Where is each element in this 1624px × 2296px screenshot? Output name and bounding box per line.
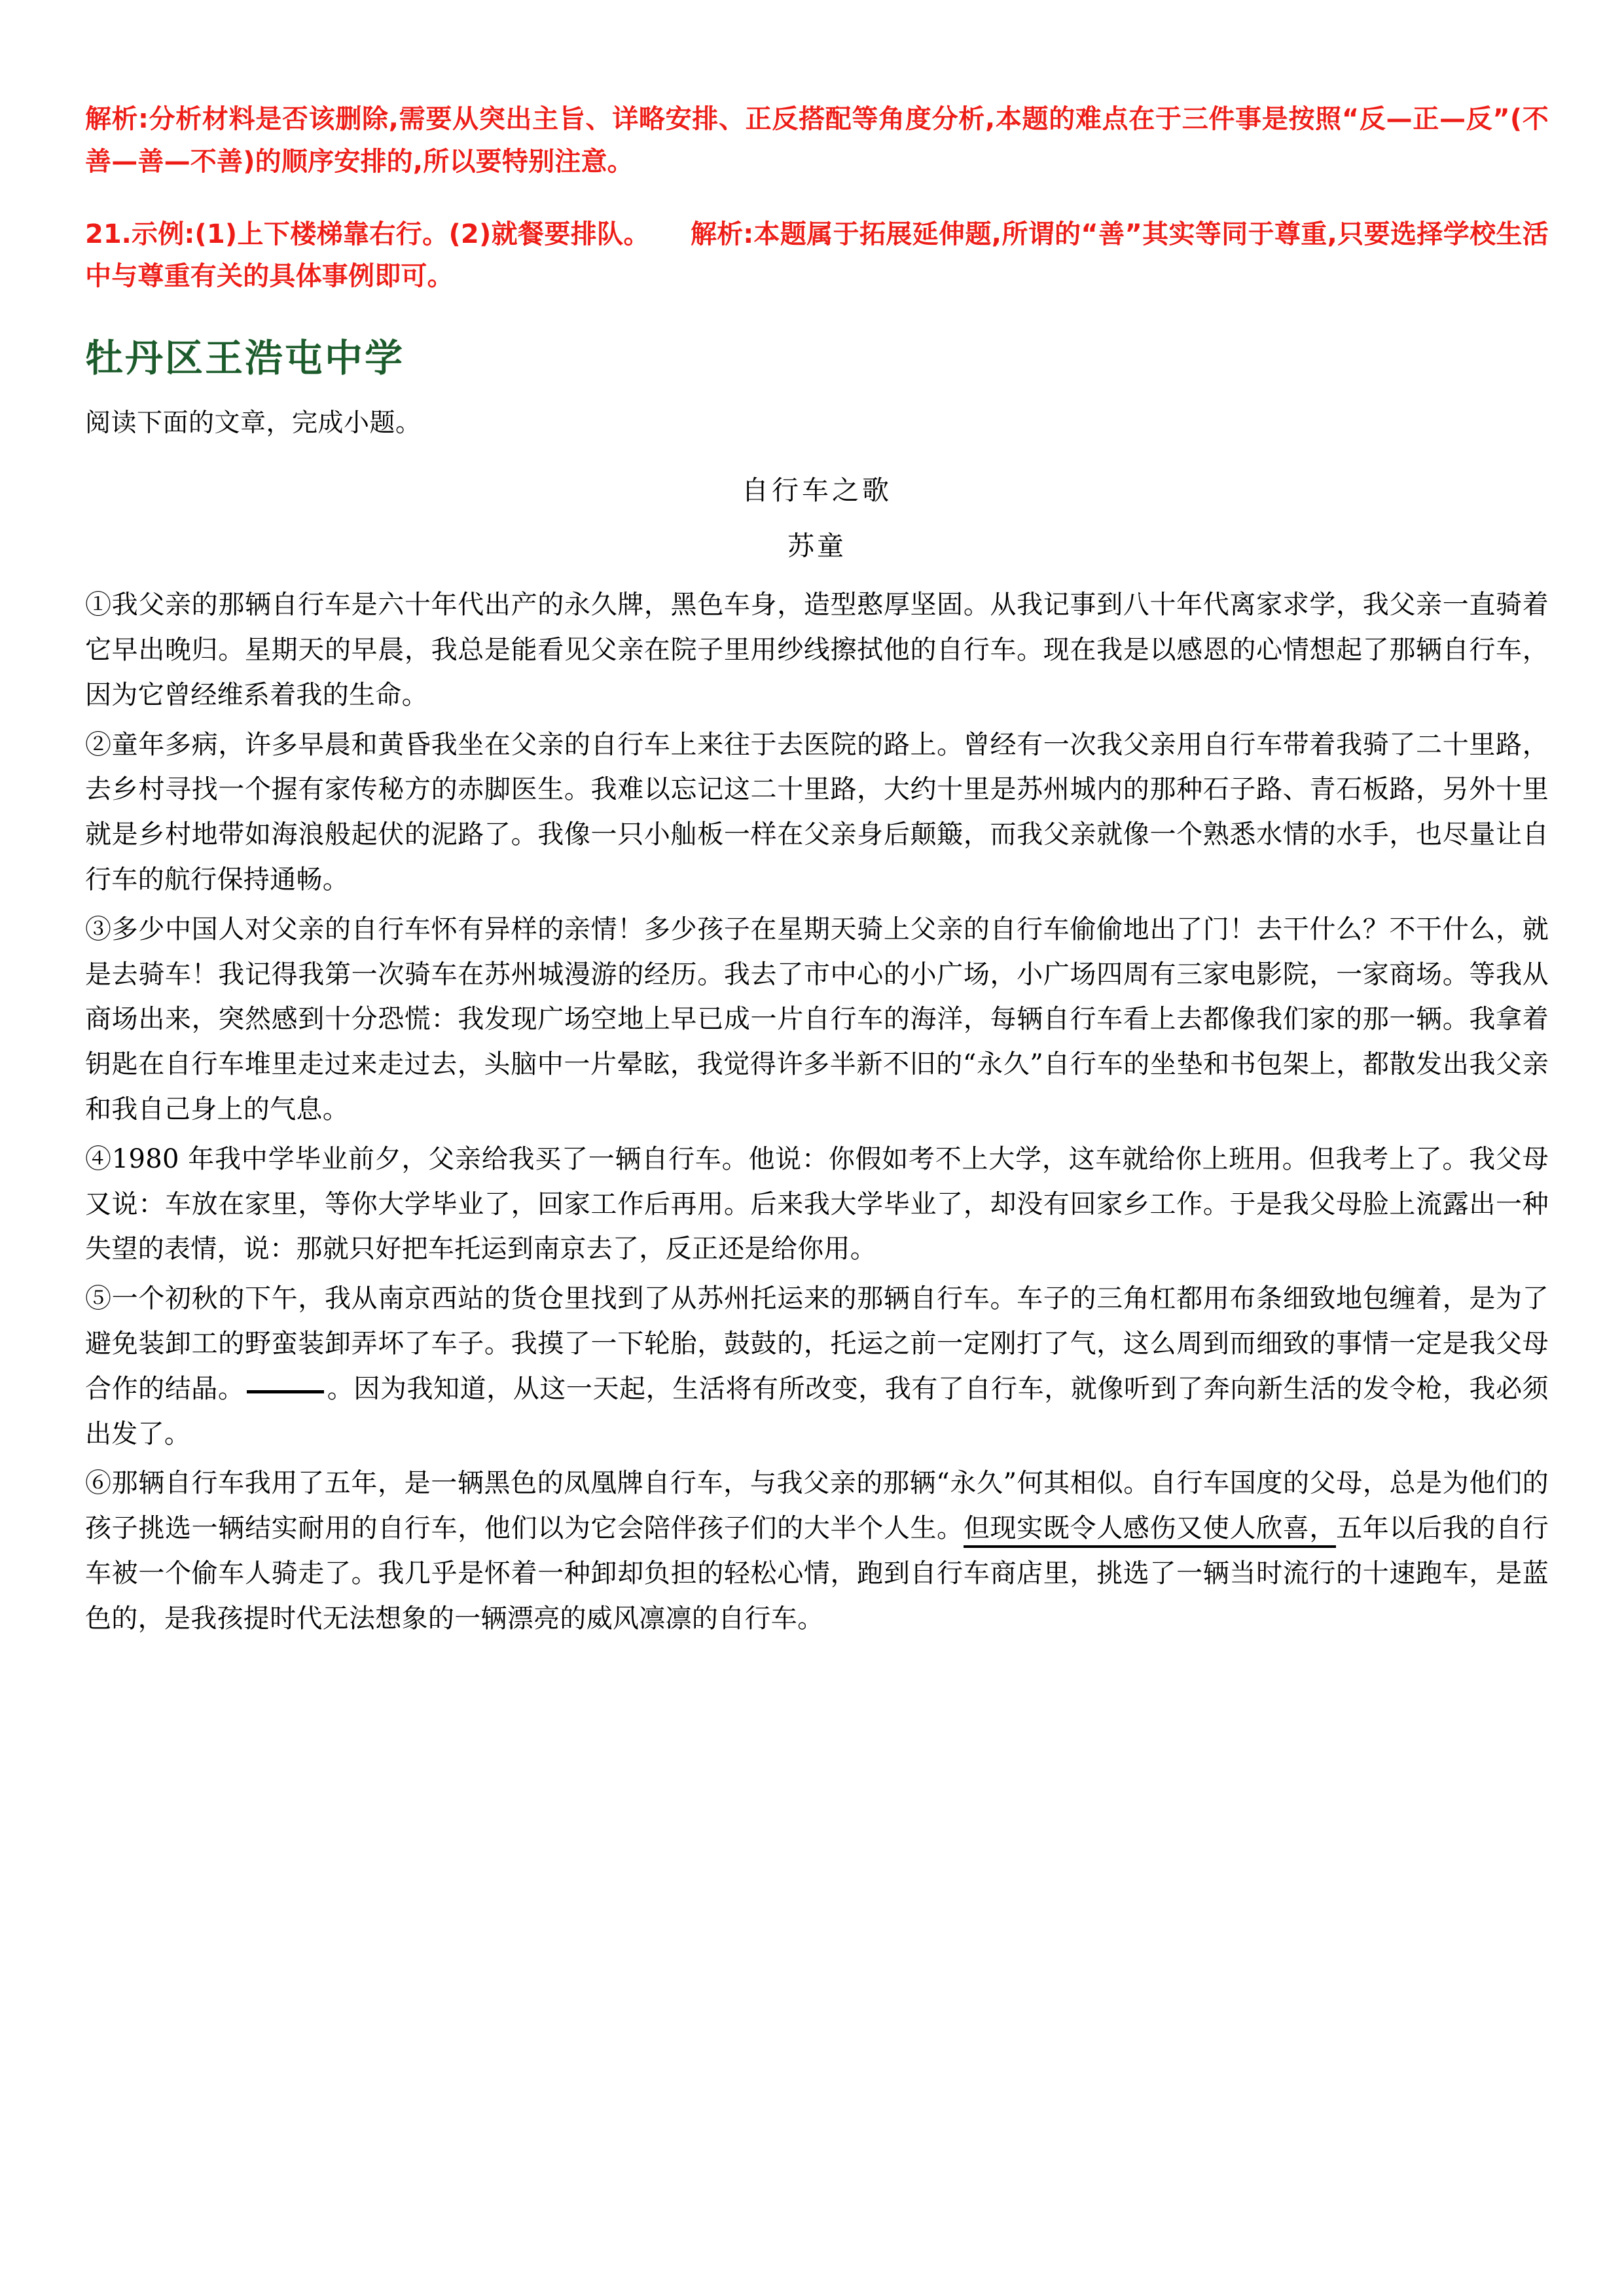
paragraph-5 [85,1276,1549,1456]
reading-instruction: 阅读下面的文章，完成小题。 [85,408,422,438]
paragraph-6 [85,1461,1549,1641]
paragraph-marker-6: ⑥ [85,1468,112,1499]
paragraph-text-5-before-blank: 一个初秋的下午，我从南京西站的货仓里找到了从苏州托运来的那辆自行车。车子的三角杠都用布条细致地包缠着，是为了避免装卸工的野蛮装卸弄坏了车子。我摸了一下轮胎，鼓鼓的，托运之前一定刚打了气，这么周到而细致的事情一定是我父母合作的结晶。 [85,1283,1549,1404]
paragraph-text-5-after-blank: 。因为我知道，从这一天起，生活将有所改变，我有了自行车，就像听到了奔向新生活的发令枪，我必须出发了。 [85,1373,1549,1449]
paragraph-text-6-after-underline: 五年以后我的自行车被一个偷车人骑走了。我几乎是怀着一种卸却负担的轻松心情，跑到自行车商店里，挑选了一辆当时流行的十速跑车，是蓝色的，是我孩提时代无法想象的一辆漂亮的威风凛凛的自行车。 [85,1513,1549,1634]
fill-in-blank-rule[interactable] [247,1390,324,1393]
analysis-text-20: 分析材料是否该删除,需要从突出主旨、详略安排、正反搭配等角度分析,本题的难点在于三件事是按照“反—正—反”(不善—善—不善)的顺序安排的,所以要特别注意。 [85,104,1549,177]
paragraph-text-1: 我父亲的那辆自行车是六十年代出产的永久牌，黑色车身，造型憨厚坚固。从我记事到八十年代离家求学，我父亲一直骑着它早出晚归。星期天的早晨，我总是能看见父亲在院子里用纱线擦拭他的自行车。现在我是以感恩的心情想起了那辆自行车，因为它曾经维系着我的生命。 [85,590,1549,710]
example-label-21: 示例: [131,219,195,249]
analysis-block-20 [85,98,1549,183]
article-author: 苏童 [787,530,846,562]
paragraph-2 [85,723,1549,903]
paragraph-marker-2: ② [85,729,112,760]
paragraph-text-2: 童年多病，许多早晨和黄昏我坐在父亲的自行车上来往于去医院的路上。曾经有一次我父亲用自行车带着我骑了二十里路，去乡村寻找一个握有家传秘方的赤脚医生。我难以忘记这二十里路，大约十里是苏州城内的那种石子路、青石板路，另外十里就是乡村地带如海浪般起伏的泥路了。我像一只小舢板一样在父亲身后颠簸，而我父亲就像一个熟悉水情的水手，也尽量让自行车的航行保持通畅。 [85,729,1549,895]
analysis-label-21: 解析: [690,219,754,249]
analysis-label-20: 解析: [85,104,149,134]
question-number-21: 21. [85,219,132,249]
article-body [85,583,1549,1641]
paragraph-marker-1: ① [85,590,112,620]
paragraph-3 [85,907,1549,1132]
paragraph-text-3: 多少中国人对父亲的自行车怀有异样的亲情！多少孩子在星期天骑上父亲的自行车偷偷地出了门！去干什么？不干什么，就是去骑车！我记得我第一次骑车在苏州城漫游的经历。我去了市中心的小广场，小广场四周有三家电影院，一家商场。等我从商场出来，突然感到十分恐慌：我发现广场空地上早已成一片自行车的海洋，每辆自行车看上去都像我们家的那一辆。我拿着钥匙在自行车堆里走过来走过去，头脑中一片晕眩，我觉得许多半新不旧的“永久”自行车的坐垫和书包架上，都散发出我父亲和我自己身上的气息。 [85,914,1549,1124]
example-text-21: (1)上下楼梯靠右行。(2)就餐要排队。 [194,219,650,249]
paragraph-marker-5: ⑤ [85,1283,112,1314]
analysis-text-21: 本题属于拓展延伸题,所谓的“善”其实等同于尊重,只要选择学校生活中与尊重有关的具体事例即可。 [85,219,1549,292]
paragraph-4 [85,1137,1549,1272]
paragraph-text-6-before-underline: 那辆自行车我用了五年，是一辆黑色的凤凰牌自行车，与我父亲的那辆“永久”何其相似。自行车国度的父母，总是为他们的孩子挑选一辆结实耐用的自行车，他们以为它会陪伴孩子们的大半个人生。 [85,1468,1549,1544]
paragraph-marker-4: ④ [85,1143,112,1174]
article-title: 自行车之歌 [742,475,892,507]
underlined-excerpt: 但现实既令人感伤又使人欣喜， [964,1513,1336,1548]
answer-block-21 [85,213,1549,298]
paragraph-1 [85,583,1549,717]
paragraph-text-4: 1980 年我中学毕业前夕，父亲给我买了一辆自行车。他说：你假如考不上大学，这车就给你上班用。但我考上了。我父母又说：车放在家里，等你大学毕业了，回家工作后再用。后来我大学毕业了，却没有回家乡工作。于是我父母脸上流露出一种失望的表情，说：那就只好把车托运到南京去了，反正还是给你用。 [85,1143,1549,1265]
school-heading: 牡丹区王浩屯中学 [85,336,405,381]
paragraph-marker-3: ③ [85,914,112,944]
